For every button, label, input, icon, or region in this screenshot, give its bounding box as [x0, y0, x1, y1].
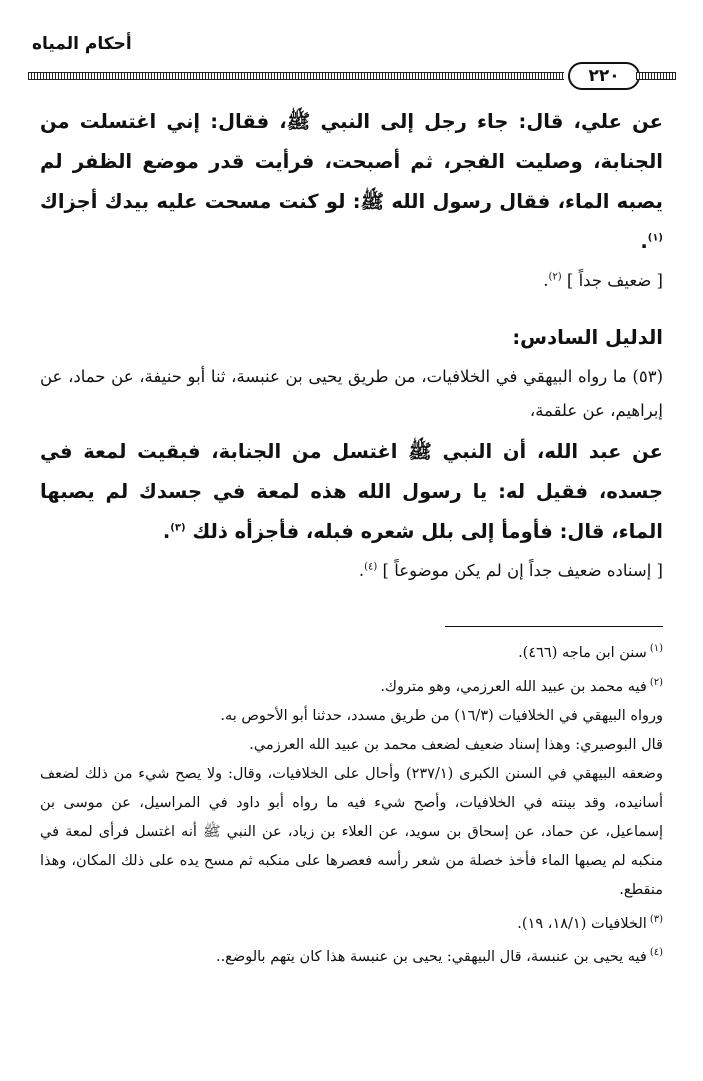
footnote-2-text: فيه محمد بن عبيد الله العرزمي، وهو متروك.	[380, 678, 647, 695]
footnote-4-text: فيه يحيى بن عنبسة، قال البيهقي: يحيى بن عنبسة هذا كان يتهم بالوضع..	[215, 949, 647, 966]
grade-1	[40, 264, 663, 298]
hadith-abdullah-text: عن عبد الله، أن النبي ﷺ اغتسل من الجنابة، فبقيت لمعة في جسده، فقيل له: يا رسول الله هذه لمعة في جسدك لم يصبها الماء، قال: فأومأ إلى بلل شعره فبله، فأجزأه ذلك	[40, 440, 663, 543]
footnotes	[40, 634, 663, 972]
footnote-4	[40, 938, 663, 972]
narration-53	[40, 360, 663, 428]
hadith-ali	[40, 102, 663, 262]
grade-2-text: [ إسناده ضعيف جداً إن لم يكن موضوعاً ]	[382, 561, 663, 580]
header-rule	[28, 72, 564, 80]
page-number	[568, 62, 640, 90]
grade-2-end: .	[358, 561, 365, 580]
hadith-ali-text: عن علي، قال: جاء رجل إلى النبي ﷺ، فقال: إني اغتسلت من الجنابة، وصليت الفجر، ثم أصبحت، فرأيت قدر موضع الظفر لم يصبه الماء، فقال رسول الله ﷺ: لو كنت مسحت عليه بيدك أجزاك	[40, 110, 663, 213]
section-heading: الدليل السادس:	[512, 326, 663, 349]
footnote-1-marker: (١)	[649, 643, 663, 654]
footnote-ref-2[interactable]: (٢)	[548, 271, 562, 283]
header-rule-right	[636, 72, 676, 80]
footnote-2	[40, 668, 663, 702]
footnote-ref-3[interactable]: (٣)	[170, 522, 186, 534]
grade-1-text: [ ضعيف جداً ]	[566, 271, 663, 290]
footnote-3-text: الخلافيات (١٨/١، ١٩).	[517, 915, 647, 932]
footnote-ref-1[interactable]: (١)	[647, 232, 663, 244]
footnote-4-marker: (٤)	[649, 947, 663, 959]
footnote-separator	[445, 626, 663, 627]
grade-2	[40, 554, 663, 588]
footnote-2-marker: (٢)	[649, 676, 663, 688]
footnote-2-para-3: قال البوصيري: وهذا إسناد ضعيف لضعف محمد بن عبيد الله العرزمي.	[249, 736, 663, 753]
hadith-ali-end: .	[640, 230, 648, 253]
footnote-2-para-4: وضعفه البيهقي في السنن الكبرى (٢٣٧/١) وأحال على الخلافيات، وقال: ولا يصح شيء من ذلك لضعف أسانيده، وقد بينته في الخلافيات، وأصح شيء فيه ما رواه أبو داود في المراسيل، عن موسى بن إسماعيل، عن حماد، عن إسحاق بن سويد، عن العلاء بن زياد، عن النبي ﷺ أنه اغتسل فرأى لمعة في منكبه لم يصبها الماء فأخذ خصلة من شعر رأسه فعصرها على منكبه ثم مسح يده على ذلك المكان، وهذا منقطع.	[40, 765, 663, 898]
footnote-2-para-2: ورواه البيهقي في الخلافيات (١٦/٣) من طريق مسدد، حدثنا أبو الأحوص به.	[220, 707, 663, 724]
main-text	[40, 102, 663, 588]
hadith-abdullah-end: .	[162, 520, 171, 543]
footnote-ref-4[interactable]: (٤)	[364, 561, 378, 573]
page-number-text: ٢٢٠	[588, 66, 620, 86]
footnote-1	[40, 634, 663, 668]
footnote-3-marker: (٣)	[649, 913, 663, 925]
narration-53-text: (٥٣) ما رواه البيهقي في الخلافيات، من طريق يحيى بن عنبسة، ثنا أبو حنيفة، عن حماد، عن إبراهيم، عن علقمة،	[40, 367, 663, 420]
grade-1-end: .	[543, 271, 549, 290]
hadith-abdullah	[40, 432, 663, 552]
footnote-1-text: سنن ابن ماجه (٤٦٦).	[518, 644, 647, 661]
footnote-3	[40, 905, 663, 939]
running-header-title: أحكام المياه	[32, 34, 132, 54]
